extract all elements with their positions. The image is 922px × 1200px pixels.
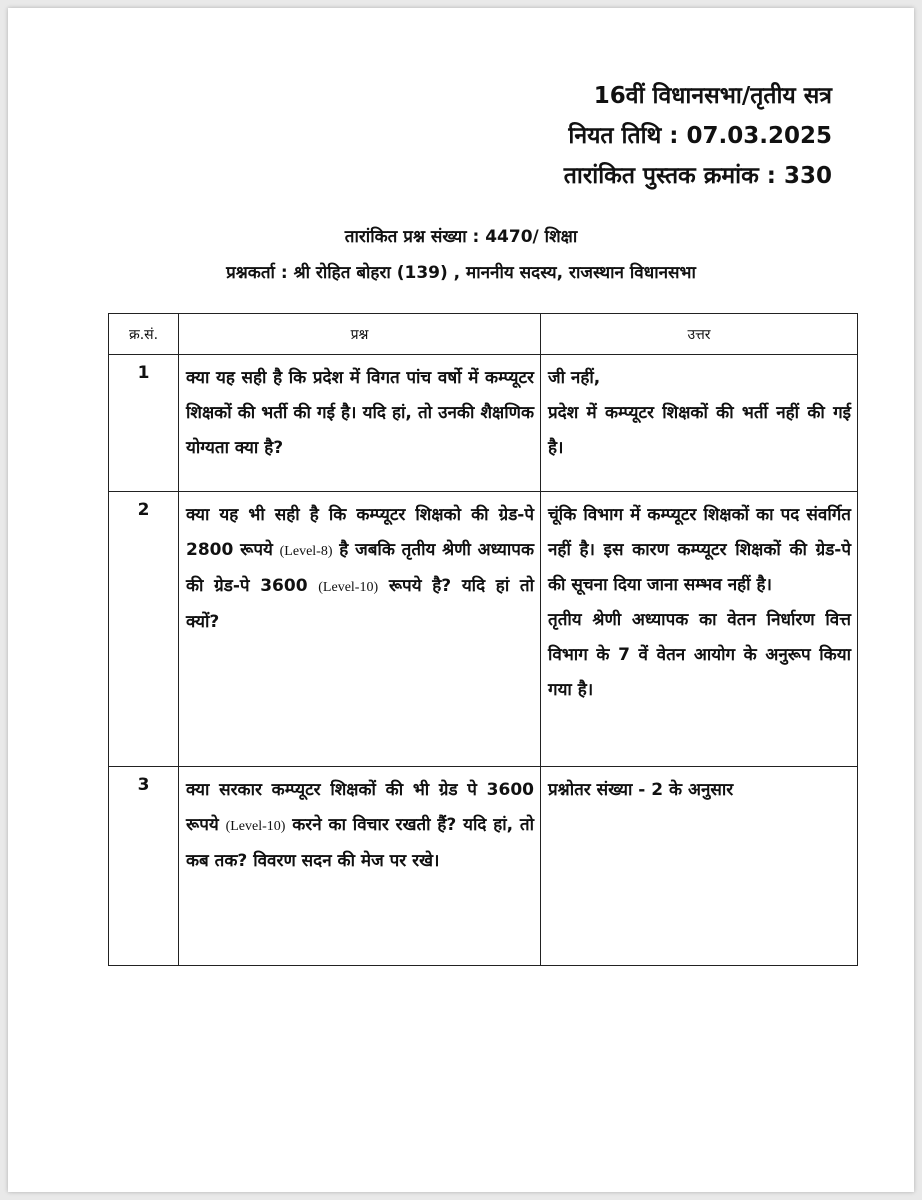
answer-cell (541, 355, 858, 492)
table-row (109, 492, 858, 767)
answer-text: जी नहीं, (548, 368, 601, 388)
table-row (109, 767, 858, 966)
scheduled-date: नियत तिथि : 07.03.2025 (568, 123, 832, 149)
qa-table (108, 313, 858, 966)
serial-header: क्र.सं. (109, 314, 179, 355)
answer-header: उत्तर (541, 314, 858, 355)
question-text: है जबकि तृतीय श्रेणी अध्यापक की ग्रेड-पे 3600 (186, 540, 534, 596)
document-header (564, 76, 832, 196)
answer-cell: प्रश्नोतर संख्या - 2 के अनुसार (541, 767, 858, 966)
question-number: तारांकित प्रश्न संख्या : 4470/ शिक्षा (344, 227, 578, 247)
question-cell (179, 767, 541, 966)
starred-book-number: तारांकित पुस्तक क्रमांक : 330 (563, 163, 832, 189)
question-header: प्रश्न (179, 314, 541, 355)
serial-cell: 1 (109, 355, 179, 492)
question-cell: क्या यह सही है कि प्रदेश में विगत पांच वर्षो में कम्प्यूटर शिक्षकों की भर्ती की गई है। यदि हां, तो उनकी शैक्षणिक योग्यता क्या है? (179, 355, 541, 492)
question-text: क्या यह भी सही है कि कम्प्यूटर शिक्षको की ग्रेड-पे 2800 रूपये (186, 505, 534, 560)
table-header-row (109, 314, 858, 355)
question-text: करने का विचार रखती हैं? यदि हां, तो कब तक? विवरण सदन की मेज पर रखे। (186, 815, 535, 871)
answer-text: चूंकि विभाग में कम्प्यूटर शिक्षकों का पद संवर्गित नहीं है। इस कारण कम्प्यूटर शिक्षकों की ग्रेड-पे की सूचना दिया जाना सम्भव नहीं है। (548, 505, 851, 595)
question-text: क्या सरकार कम्प्यूटर शिक्षकों की भी ग्रेड पे 3600 रूपये (186, 780, 534, 835)
pay-level: (Level-8) (279, 544, 333, 559)
assembly-session: 16वीं विधानसभा/तृतीय सत्र (593, 83, 832, 109)
pay-level: (Level-10) (225, 819, 286, 834)
question-cell (179, 492, 541, 767)
pay-level: (Level-10) (318, 580, 379, 595)
table-row (109, 355, 858, 492)
document-page (8, 8, 914, 1192)
serial-cell: 2 (109, 492, 179, 767)
questioner: प्रश्नकर्ता : श्री रोहित बोहरा (139) , माननीय सदस्य, राजस्थान विधानसभा (226, 263, 696, 283)
answer-cell (541, 492, 858, 767)
answer-text: प्रदेश में कम्प्यूटर शिक्षकों की भर्ती नहीं की गई है। (548, 403, 851, 458)
serial-cell: 3 (109, 767, 179, 966)
question-text: रूपये है? यदि हां तो क्यों? (186, 576, 535, 632)
answer-text: तृतीय श्रेणी अध्यापक का वेतन निर्धारण वित्त विभाग के 7 वें वेतन आयोग के अनुरूप किया गया है। (548, 610, 851, 700)
